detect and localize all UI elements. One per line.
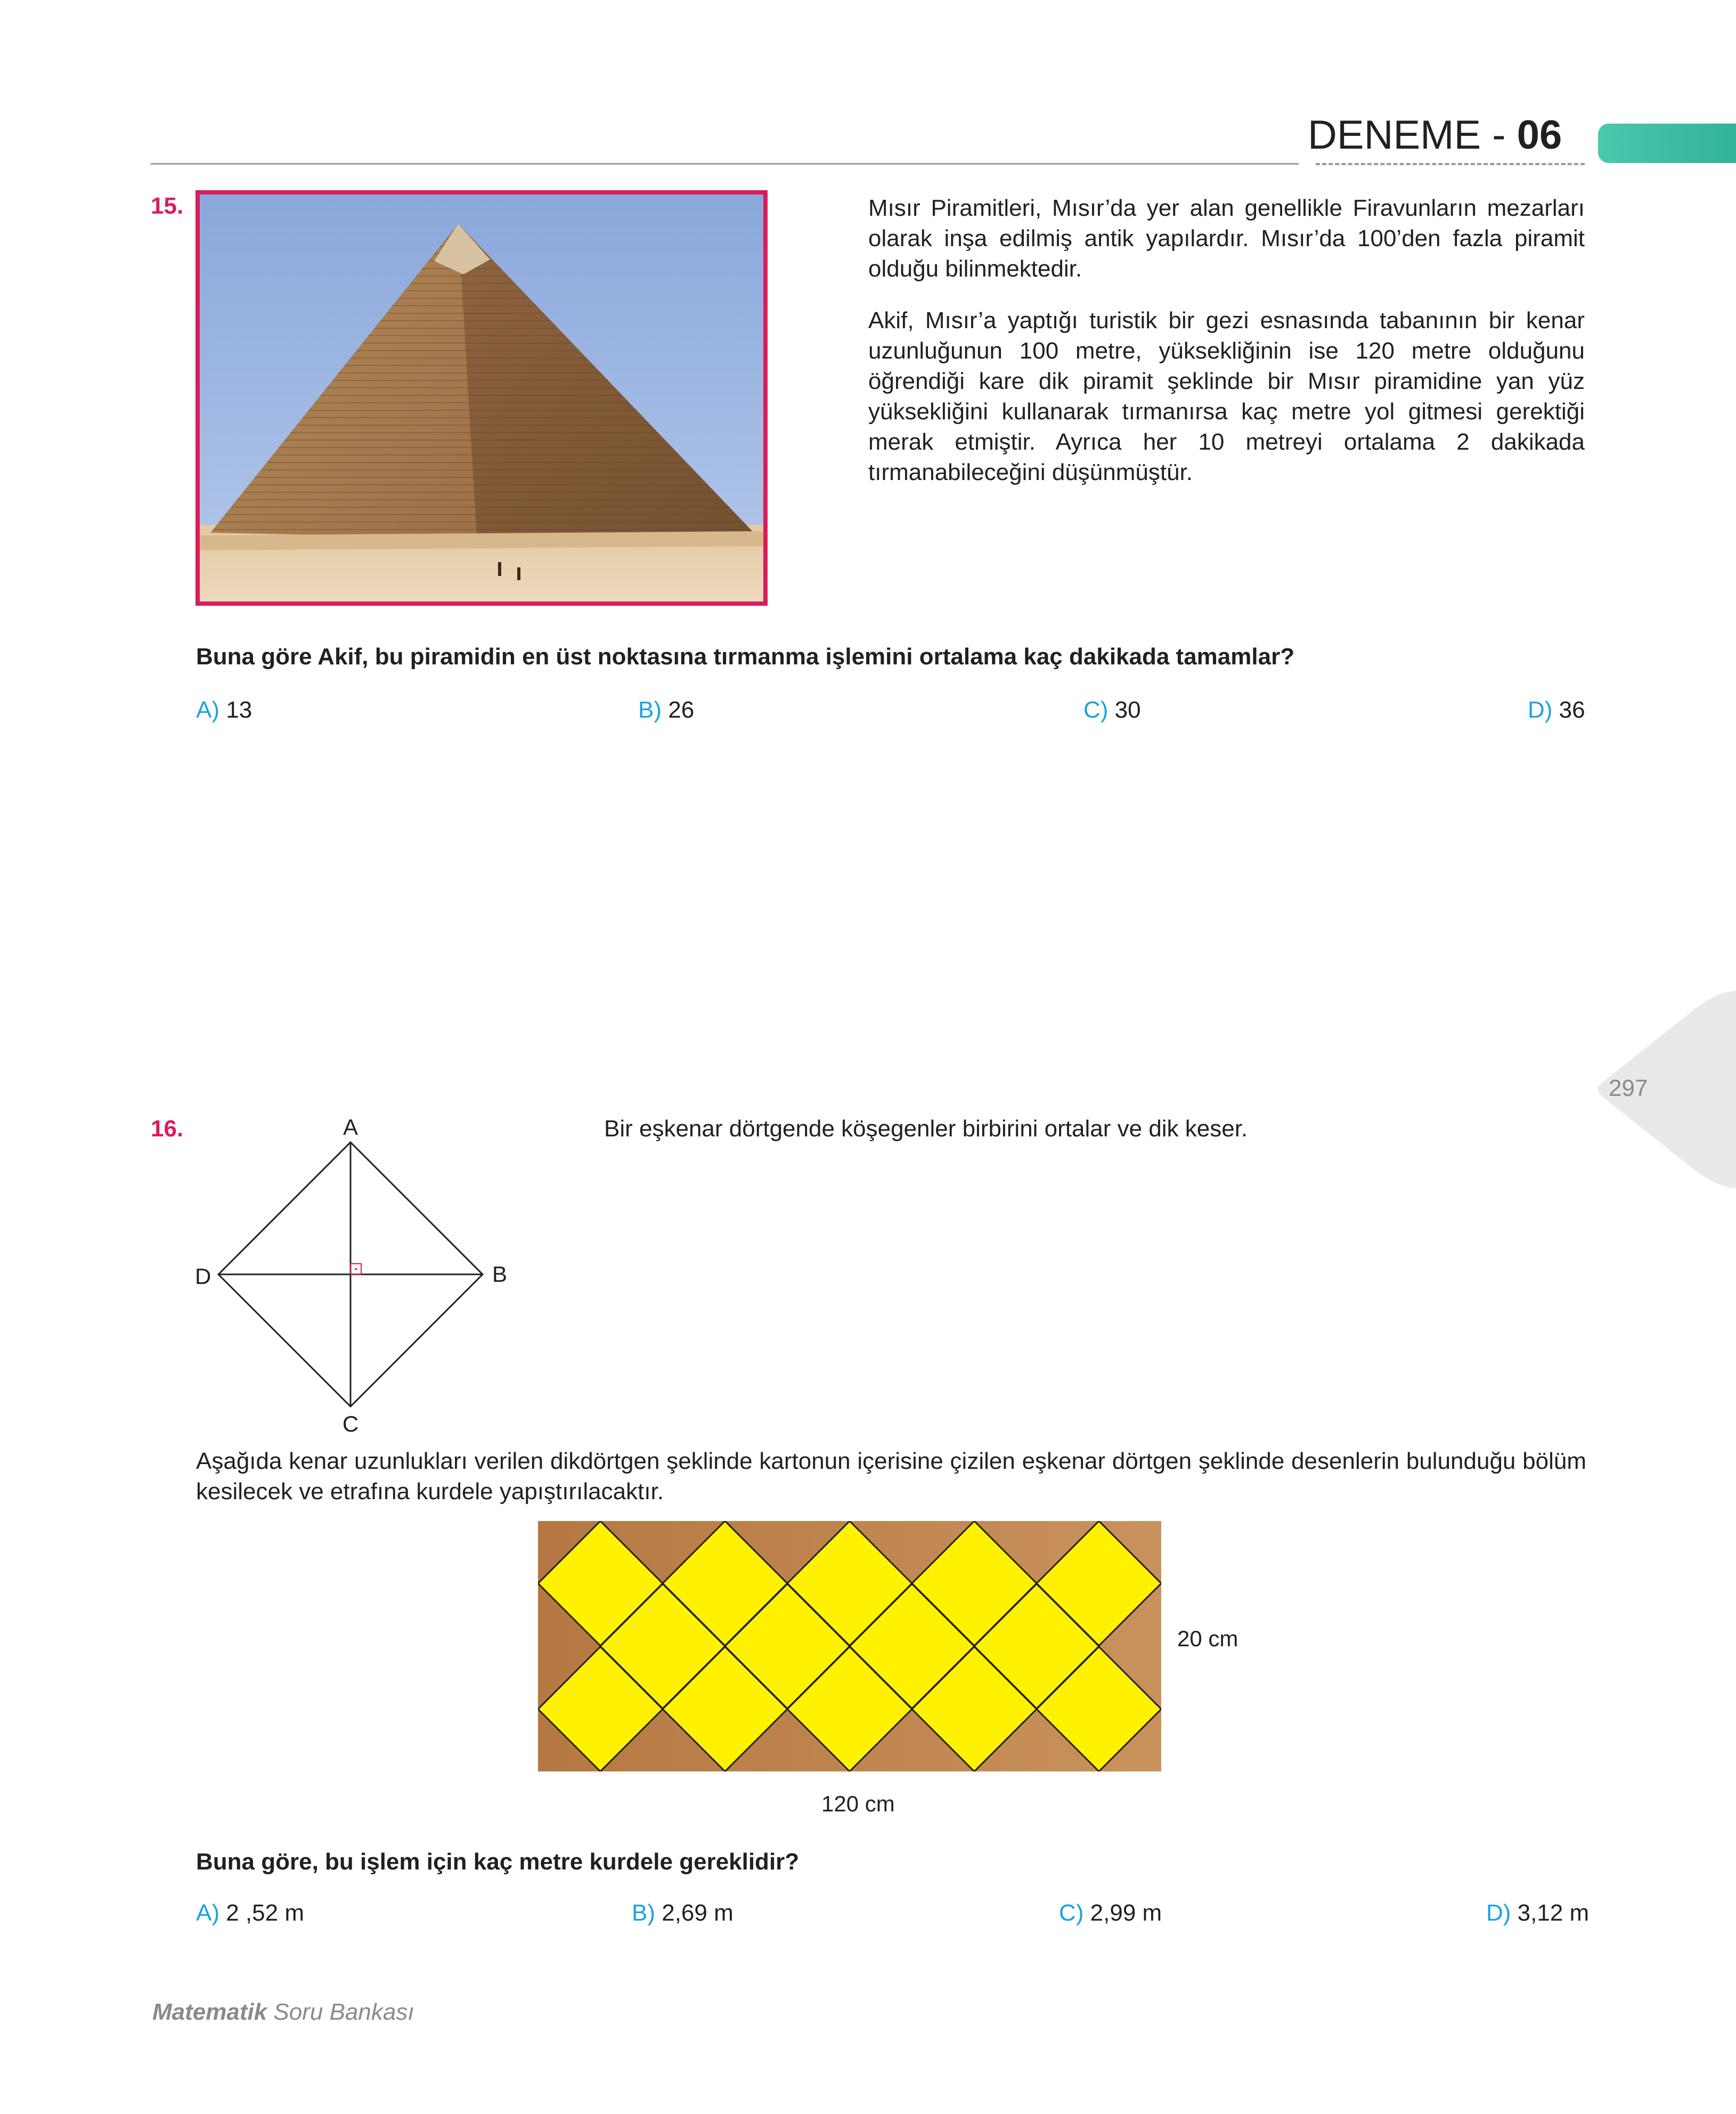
header-rule (151, 163, 1299, 165)
cardboard-pattern (538, 1521, 1161, 1771)
page-number: 297 (1609, 1075, 1648, 1101)
pyramid-photo (195, 190, 768, 606)
question-15-option-b[interactable]: B) 26 (638, 697, 695, 723)
question-16-option-d[interactable]: D) 3,12 m (1486, 1900, 1590, 1926)
header-color-tab (1598, 124, 1736, 163)
question-16-statement: Bir eşkenar dörtgende köşegenler birbirini ortalar ve dik keser. (604, 1116, 1248, 1142)
question-15-prompt: Buna göre Akif, bu piramidin en üst noktasına tırmanma işlemini ortalama kaç dakikada tamamlar? (196, 644, 1295, 670)
question-15-option-c[interactable]: C) 30 (1083, 697, 1141, 723)
rhombus-diagram (186, 1108, 527, 1438)
question-15-text (868, 193, 1585, 509)
question-16-option-b[interactable]: B) 2,69 m (632, 1900, 733, 1926)
rhombus-label-d: D (195, 1264, 211, 1289)
rhombus-label-b: B (492, 1262, 508, 1287)
rhombus-label-a: A (343, 1115, 358, 1140)
question-16-option-c[interactable]: C) 2,99 m (1059, 1900, 1162, 1926)
question-15-number: 15. (151, 193, 184, 219)
question-16-number: 16. (151, 1116, 184, 1142)
question-16-option-a[interactable]: A) 2 ,52 m (196, 1900, 304, 1926)
question-15-paragraph-1: Mısır Piramitleri, Mısır’da yer alan genellikle Firavunların mezarları olarak inşa edilmiş antik yapılardır. Mısır’da 100’den fazla piramit olduğu bilinmektedir. (868, 195, 1585, 282)
header-dashed-rule (1316, 163, 1585, 165)
question-15-option-d[interactable]: D) 36 (1528, 697, 1585, 723)
cardboard-height-label: 20 cm (1177, 1626, 1238, 1651)
question-15-option-a[interactable]: A) 13 (196, 697, 252, 723)
question-16-prompt: Buna göre, bu işlem için kaç metre kurdele gereklidir? (196, 1849, 800, 1875)
footer-book-title: Matematik Soru Bankası (152, 1999, 414, 2025)
rhombus-label-c: C (342, 1411, 359, 1436)
cardboard-width-label: 120 cm (821, 1791, 895, 1816)
question-16-description: Aşağıda kenar uzunlukları verilen dikdörtgen şeklinde kartonun içerisine çizilen eşkenar dörtgen şeklinde desenlerin bulunduğu bölüm kesilecek ve etrafına kurdele yapıştırılacaktır. (196, 1448, 1586, 1505)
test-title: DENEME - 06 (1308, 112, 1562, 158)
question-15-paragraph-2: Akif, Mısır’a yaptığı turistik bir gezi esnasında tabanının bir kenar uzunluğunun 100 metre, yüksekliğinin ise 120 metre olduğunu öğrendiği kare dik piramit şeklinde bir Mısır piramidine yan yüz yüksekliğini kullanarak tırmanırsa kaç metre yol gitmesi gerektiği merak etmiştir. Ayrıca her 10 metreyi ortalama 2 dakikada tırmanabileceğini düşünmüştür. (868, 307, 1585, 485)
pyramid-icon (200, 194, 763, 601)
